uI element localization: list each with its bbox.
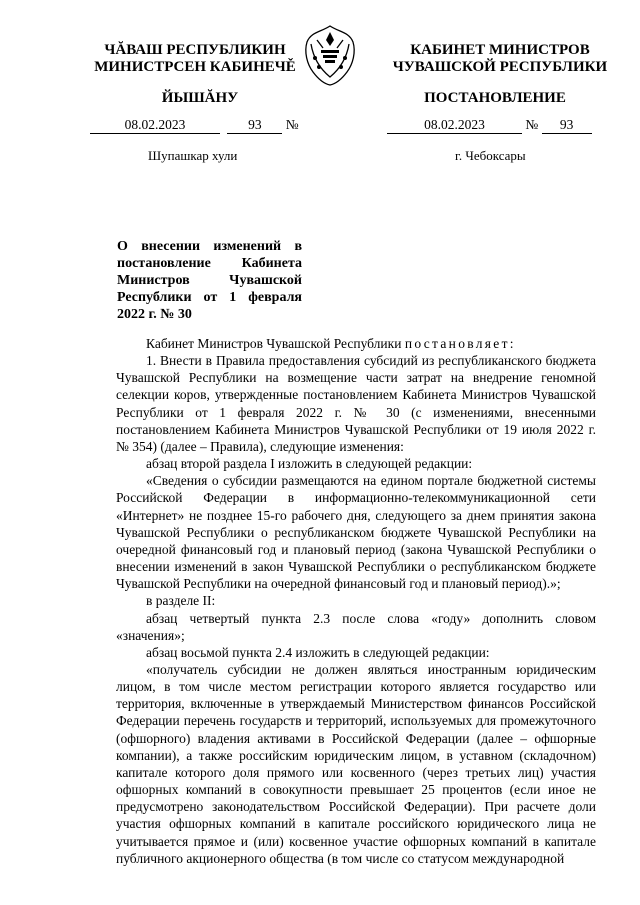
place-right: г. Чебоксары bbox=[455, 148, 526, 163]
header-right-line2: ЧУВАШСКОЙ РЕСПУБЛИКИ bbox=[392, 59, 608, 75]
doctype-left: ЙЫШĂНУ bbox=[161, 90, 239, 106]
reg-no-sign-left: № bbox=[285, 117, 299, 132]
paragraph-7: «получатель субсидии не должен являться иностранным юридическим лицом, в том числе местом регистрации которого является государство или территория, включенные в утверждаемый Министерством финансов Российской Федерации перечень государств и территорий, используемых для промежуточного (офшорного) владения активами в Российской Федерации (далее – офшорные компании), а также российским юридическим лицом, в уставном (складочном) капитале которого доля прямого или косвенного (через третьих лиц) участия офшорных компаний в совокупности превышает 25 процентов (если иное не предусмотрено законодательством Российской Федерации). При расчете доли участия офшорных компаний в капитале российского юридического лица не учитывается прямое и (или) косвенное участие офшорных компаний в капитале публичного акционерного общества (в том числе со статусом международной bbox=[116, 661, 596, 866]
paragraph-1: 1. Внести в Правила предоставления субсидий из республиканского бюджета Чувашской Республики на возмещение части затрат на внедрение геномной селекции коров, утвержденные постановлением Кабинета Министров Чувашской Республики от 1 февраля 2022 г. № 30 (с изменениями, внесенными постановлением Кабинета Министров Чувашской Республики от 19 июля 2022 г. № 354) (далее – Правила), следующие изменения: bbox=[116, 353, 596, 454]
paragraph-5: абзац четвертый пункта 2.3 после слова «году» дополнить словом «значения»; bbox=[116, 610, 596, 643]
header-left-block bbox=[75, 42, 315, 76]
document-body bbox=[116, 335, 596, 867]
reg-date-right: 08.02.2023 bbox=[387, 117, 522, 134]
reg-no-sign-right: № bbox=[525, 117, 539, 132]
coat-of-arms-emblem bbox=[299, 22, 361, 88]
paragraph-6: абзац восьмой пункта 2.4 изложить в следующей редакции: bbox=[146, 644, 490, 660]
doctype-right: ПОСТАНОВЛЕНИЕ bbox=[424, 90, 566, 106]
header-right-line1: КАБИНЕТ МИНИСТРОВ bbox=[410, 42, 590, 58]
place-left: Шупашкар хули bbox=[148, 148, 238, 163]
intro-paragraph bbox=[116, 335, 596, 352]
reg-date-left: 08.02.2023 bbox=[90, 117, 220, 134]
reg-number-left: 93 bbox=[227, 117, 282, 134]
header-left-line2: МИНИСТРСЕН КАБИНЕЧĚ bbox=[94, 59, 296, 75]
paragraph-3: «Сведения о субсидии размещаются на едином портале бюджетной системы Российской Федерации в информационно-телекоммуникационной сети «Интернет» не позднее 15-го рабочего дня, следующего за днем принятия закона Чувашской Республики о республиканском бюджете Чувашской Республики на очередной финансовый год и плановый период (закона Чувашской Республики о внесении изменений в закон Чувашской Республики о республиканском бюджете Чувашской Республики на очередной финансовый год и плановый период).»; bbox=[116, 473, 596, 592]
intro-prefix: Кабинет Министров Чувашской Республики bbox=[146, 336, 405, 351]
reg-number-right: 93 bbox=[542, 117, 592, 134]
paragraph-2: абзац второй раздела I изложить в следующей редакции: bbox=[146, 456, 473, 472]
document-title: О внесении изменений в постановление Кабинета Министров Чувашской Республики от 1 февраля 2022 г. № 30 bbox=[117, 239, 302, 322]
paragraph-4: в разделе II: bbox=[146, 593, 216, 609]
header-right-block bbox=[390, 42, 610, 76]
registration-right bbox=[387, 117, 617, 134]
registration-left bbox=[90, 117, 310, 134]
header-left-line1: ЧĂВАШ РЕСПУБЛИКИН bbox=[104, 42, 286, 58]
intro-verb: постановляет: bbox=[404, 336, 516, 351]
